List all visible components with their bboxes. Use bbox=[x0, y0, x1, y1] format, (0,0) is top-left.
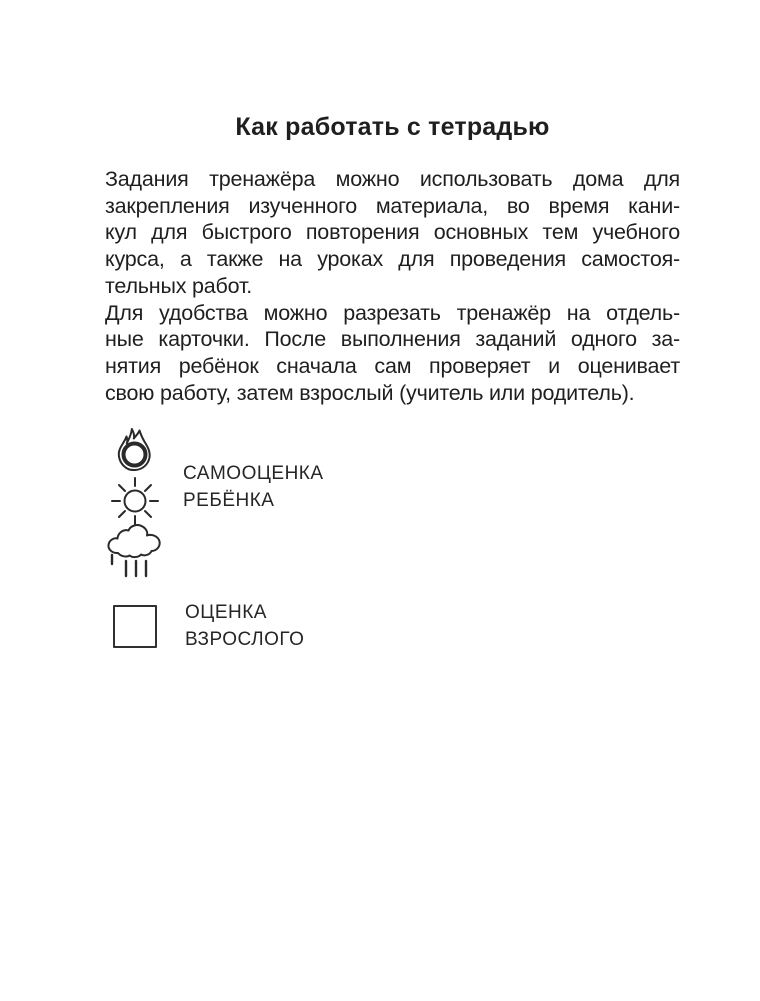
adult-assessment-label-line2: ВЗРОСЛОГО bbox=[185, 629, 305, 650]
body-text-line: кул для быстрого повторения основных тем учебного bbox=[105, 220, 680, 245]
body-text-line: курса, а также на уроках для проведения самостоя- bbox=[105, 247, 680, 272]
self-assessment-label-line2: РЕБЁНКА bbox=[183, 490, 275, 511]
page-title: Как работать с тетрадью bbox=[235, 113, 550, 141]
body-text-line: нятия ребёнок сначала сам проверяет и оценивает bbox=[105, 353, 680, 378]
self-assessment-label-line1: САМООЦЕНКА bbox=[183, 463, 324, 484]
adult-assessment-label bbox=[185, 599, 304, 653]
paragraph bbox=[105, 300, 680, 407]
flame-icon bbox=[114, 426, 156, 479]
self-assessment-label bbox=[183, 460, 324, 514]
body-text-line: Задания тренажёра можно использовать дома для bbox=[105, 167, 680, 191]
body-text-line: ные карточки. После выполнения заданий одного за- bbox=[105, 327, 680, 352]
body-text-line: свою работу, затем взрослый (учитель или родитель). bbox=[105, 380, 635, 405]
body-text-line: закрепления изученного материала, во время кани- bbox=[105, 193, 680, 218]
cloud-rain-icon bbox=[104, 522, 166, 583]
paragraph bbox=[105, 166, 680, 300]
adult-assessment-label-line1: ОЦЕНКА bbox=[185, 602, 267, 623]
body-text bbox=[105, 166, 680, 406]
adult-assessment-square bbox=[113, 605, 157, 648]
body-text-line: Для удобства можно разрезать тренажёр на отдель- bbox=[105, 300, 680, 325]
body-text-line: тельных работ. bbox=[105, 273, 252, 298]
